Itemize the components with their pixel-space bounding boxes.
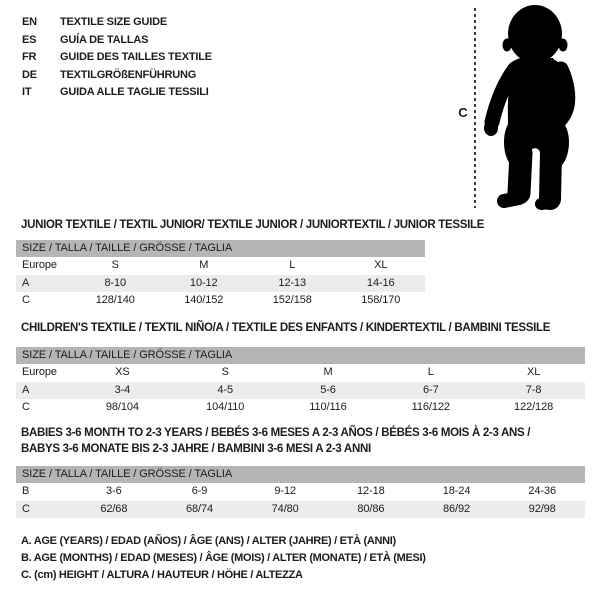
table-row-months [16, 483, 585, 501]
height-cell: 104/110 [206, 401, 245, 413]
language-code: EN [22, 16, 37, 28]
months-cell: 24-36 [528, 485, 557, 497]
height-measure-label: C [458, 105, 468, 120]
children-table-title: CHILDREN'S TEXTILE / TEXTIL NIÑO/A / TEXTILE DES ENFANTS / KINDERTEXTIL / BAMBINI TESSILE [21, 322, 551, 334]
table-row-europe [16, 364, 585, 382]
language-title: TEXTILE SIZE GUIDE [60, 16, 168, 28]
babies-table-title-line2: BABYS 3-6 MONATE BIS 2-3 JAHRE / BAMBINI 3-6 MESI A 2-3 ANNI [21, 443, 371, 455]
legend-line-c: C. (cm) HEIGHT / ALTURA / HAUTEUR / HÖHE / ALTEZZA [21, 569, 303, 582]
size-table-header: SIZE / TALLA / TAILLE / GRÖSSE / TAGLIA [16, 466, 585, 483]
age-cell: 12-13 [278, 276, 307, 289]
size-table-header: SIZE / TALLA / TAILLE / GRÖSSE / TAGLIA [16, 240, 425, 257]
size-cell: XS [115, 366, 130, 378]
language-code: DE [22, 68, 37, 81]
row-label: A [22, 276, 30, 289]
size-table-header: SIZE / TALLA / TAILLE / GRÖSSE / TAGLIA [16, 347, 585, 364]
size-cell: S [111, 259, 119, 271]
height-cell: 80/86 [357, 502, 385, 515]
children-size-table [16, 347, 585, 417]
months-cell: 3-6 [106, 485, 122, 497]
size-cell: M [323, 366, 333, 378]
age-cell: 5-6 [320, 383, 336, 396]
row-label: C [22, 294, 30, 306]
table-row-height [16, 292, 425, 310]
months-cell: 18-24 [442, 485, 471, 497]
table-row-europe [16, 257, 425, 275]
row-label: Europe [22, 366, 57, 378]
baby-silhouette-icon [479, 3, 591, 212]
height-cell: 140/152 [184, 294, 224, 306]
table-row-age [16, 382, 585, 400]
language-title: GUIDA ALLE TAGLIE TESSILI [60, 86, 209, 98]
age-cell: 6-7 [422, 383, 439, 396]
months-cell: 6-9 [191, 485, 208, 497]
language-code: ES [22, 33, 37, 46]
height-cell: 158/170 [361, 294, 401, 306]
language-code: IT [22, 86, 32, 98]
row-label: B [22, 485, 30, 497]
age-cell: 8-10 [104, 276, 127, 289]
row-label: Europe [22, 259, 57, 271]
row-label: C [22, 401, 30, 413]
language-row-it [22, 84, 212, 102]
table-row-age [16, 275, 425, 293]
height-cell: 98/104 [105, 401, 139, 413]
language-title: GUÍA DE TALLAS [60, 33, 149, 46]
size-cell: L [427, 366, 434, 378]
junior-table-title: JUNIOR TEXTILE / TEXTIL JUNIOR/ TEXTILE JUNIOR / JUNIORTEXTIL / JUNIOR TESSILE [21, 219, 485, 231]
size-cell: XL [374, 259, 388, 271]
height-cell: 92/98 [528, 502, 556, 515]
height-cell: 128/140 [95, 294, 135, 306]
language-code: FR [22, 51, 37, 63]
language-row-en [22, 14, 212, 32]
height-cell: 86/92 [443, 502, 471, 515]
language-row-de [22, 67, 212, 85]
size-cell: L [289, 259, 296, 271]
height-cell: 110/116 [309, 401, 347, 413]
language-row-es [22, 32, 212, 50]
legend-line-a: A. AGE (YEARS) / EDAD (AÑOS) / ÂGE (ANS) / ALTER (JAHRE) / ETÀ (ANNI) [21, 535, 396, 547]
months-cell: 12-18 [357, 485, 385, 497]
size-cell: S [221, 366, 229, 378]
junior-size-table [16, 240, 425, 310]
height-cell: 152/158 [272, 294, 312, 306]
height-cell: 74/80 [271, 502, 299, 515]
row-label: A [22, 383, 30, 396]
height-dashed-line [474, 8, 476, 208]
size-cell: XL [526, 366, 541, 378]
size-cell: M [199, 259, 209, 271]
language-title: TEXTILGRÖßENFÜHRUNG [60, 68, 197, 81]
legend [21, 533, 426, 584]
age-cell: 10-12 [189, 276, 218, 289]
table-row-height [16, 399, 585, 417]
height-cell: 122/128 [514, 401, 554, 413]
age-cell: 7-8 [525, 383, 542, 396]
height-cell: 62/68 [100, 502, 128, 515]
language-row-fr [22, 49, 212, 67]
row-label: C [22, 502, 30, 515]
table-row-height [16, 501, 585, 519]
legend-line-b: B. AGE (MONTHS) / EDAD (MESES) / ÂGE (MOIS) / ALTER (MONATE) / ETÀ (MESI) [21, 552, 426, 565]
age-cell: 3-4 [114, 383, 131, 396]
babies-size-table [16, 466, 585, 518]
months-cell: 9-12 [274, 485, 296, 497]
height-cell: 116/122 [411, 401, 450, 413]
age-cell: 14-16 [366, 276, 395, 289]
height-cell: 68/74 [185, 502, 214, 515]
age-cell: 4-5 [217, 383, 233, 396]
babies-table-title-line1: BABIES 3-6 MONTH TO 2-3 YEARS / BEBÉS 3-6 MESES A 2-3 AÑOS / BÉBÉS 3-6 MOIS À 2-3 ANS / [21, 427, 531, 439]
language-title-list [22, 14, 212, 102]
language-title: GUIDE DES TAILLES TEXTILE [60, 51, 212, 63]
